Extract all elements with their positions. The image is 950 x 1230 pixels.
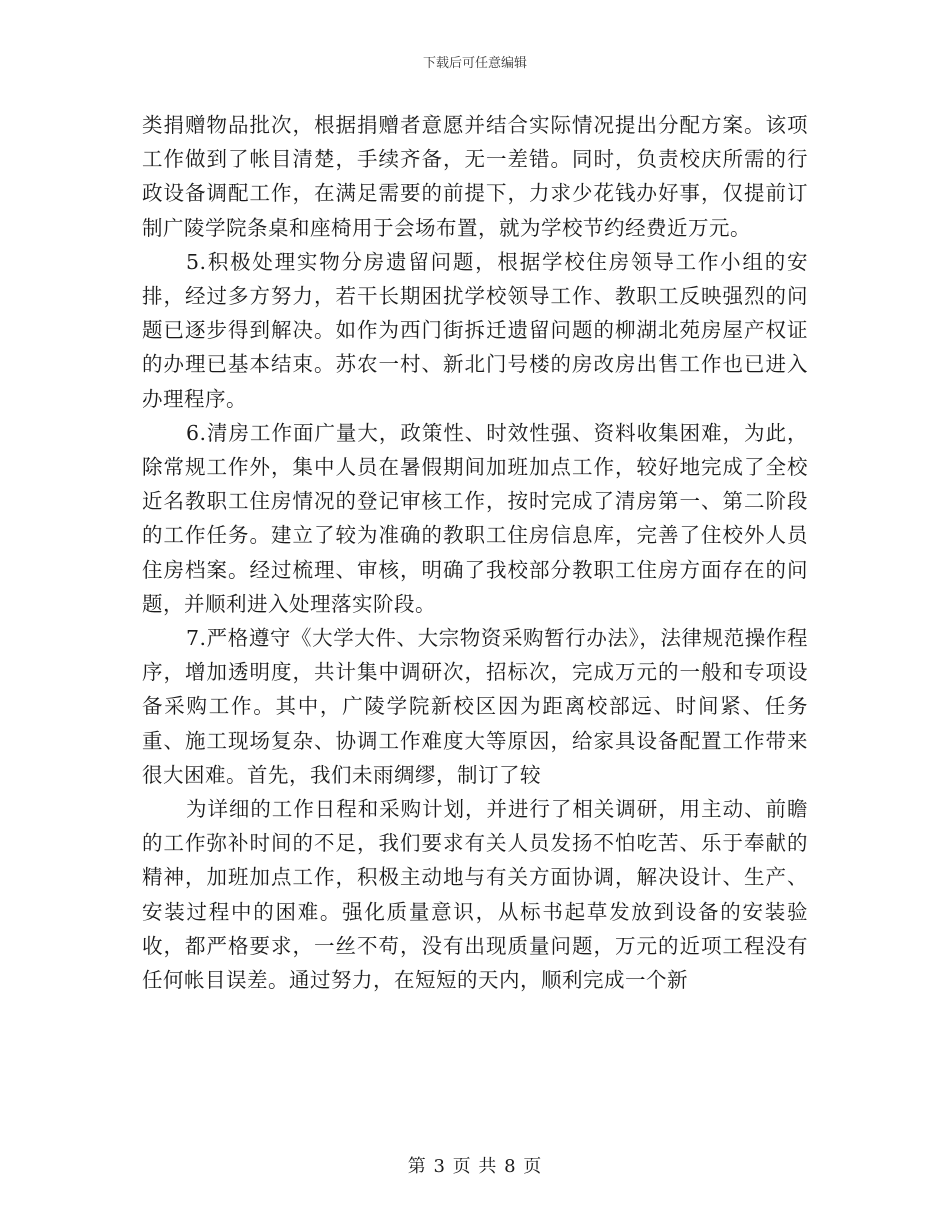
paragraph: 5.积极处理实物分房遗留问题，根据学校住房领导工作小组的安排，经过多方努力，若干长期困扰学校领导工作、教职工反映强烈的问题已逐步得到解决。如作为西门街拆迁遗留问题的柳湖北苑房屋产权证的办理已基本结束。苏农一村、新北门号楼的房改房出售工作也已进入办理程序。 (142, 249, 808, 411)
paragraph: 类捐赠物品批次，根据捐赠者意愿并结合实际情况提出分配方案。该项工作做到了帐目清楚，手续齐备，无一差错。同时，负责校庆所需的行政设备调配工作，在满足需要的前提下，力求少花钱办好事，仅提前订制广陵学院条桌和座椅用于会场布置，就为学校节约经费近万元。 (142, 113, 808, 240)
document-body (142, 108, 808, 997)
page-header-note: 下载后可任意编辑 (422, 56, 527, 71)
page-number: 第 3 页 共 8 页 (407, 1156, 543, 1177)
paragraph: 为详细的工作日程和采购计划，并进行了相关调研，用主动、前瞻的工作弥补时间的不足，我们要求有关人员发扬不怕吃苦、乐于奉献的精神，加班加点工作，积极主动地与有关方面协调，解决设计、生产、安装过程中的困难。强化质量意识，从标书起草发放到设备的安装验收，都严格要求，一丝不苟，没有出现质量问题，万元的近项工程没有任何帐目误差。通过努力，在短短的天内，顺利完成一个新 (142, 797, 808, 993)
paragraph: 6.清房工作面广量大，政策性、时效性强、资料收集困难，为此，除常规工作外，集中人员在暑假期间加班加点工作，较好地完成了全校近名教职工住房情况的登记审核工作，按时完成了清房第一、第二阶段的工作任务。建立了较为准确的教职工住房信息库，完善了住校外人员住房档案。经过梳理、审核，明确了我校部分教职工住房方面存在的问题，并顺利进入处理落实阶段。 (142, 420, 808, 616)
paragraph: 7.严格遵守《大学大件、大宗物资采购暂行办法》，法律规范操作程序，增加透明度，共计集中调研次，招标次，完成万元的一般和专项设备采购工作。其中，广陵学院新校区因为距离校部远、时间紧、任务重、施工现场复杂、协调工作难度大等原因，给家具设备配置工作带来很大困难。首先，我们未雨绸缪，制订了较 (142, 626, 808, 787)
